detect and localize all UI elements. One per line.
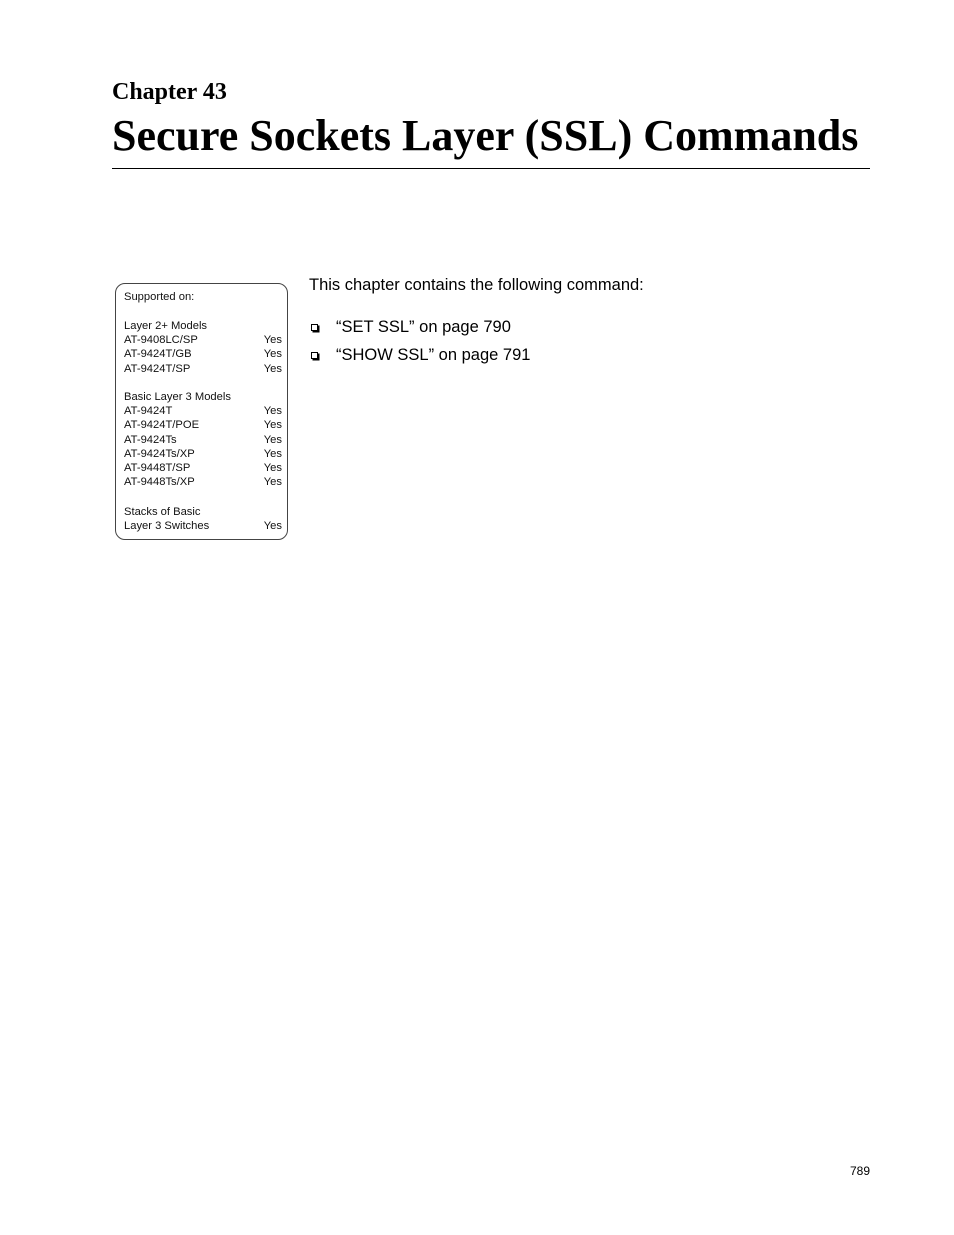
stacks-title-line1: Stacks of Basic (124, 506, 201, 518)
supported-heading: Supported on: (124, 291, 195, 303)
support-value: Yes (263, 419, 282, 432)
model-name: AT-9448T/SP (124, 461, 191, 474)
support-row (124, 461, 282, 475)
support-value: Yes (263, 348, 282, 361)
chapter-title: Secure Sockets Layer (SSL) Commands (112, 111, 859, 160)
support-value: Yes (263, 461, 282, 474)
group-title-row (124, 505, 282, 519)
support-row (124, 475, 282, 489)
command-link-set-ssl[interactable]: “SET SSL” on page 790 (336, 317, 511, 336)
chapter-label: Chapter 43 (112, 79, 227, 105)
support-value: Yes (263, 520, 282, 533)
support-value: Yes (263, 433, 282, 446)
model-name: AT-9424Ts/XP (124, 447, 195, 460)
support-row (124, 418, 282, 432)
layer2-models-title: Layer 2+ Models (124, 320, 208, 332)
support-value: Yes (263, 476, 282, 489)
checkbox-bullet-icon (311, 324, 318, 331)
model-name: AT-9424T/SP (124, 362, 191, 375)
support-row (124, 447, 282, 461)
layer3-models-group (124, 390, 282, 489)
support-row (124, 519, 282, 533)
stacks-group (124, 505, 282, 533)
model-name: AT-9424T/POE (124, 419, 200, 432)
command-list-item (309, 341, 530, 369)
layer2-models-group (124, 319, 282, 376)
model-name: AT-9448Ts/XP (124, 476, 195, 489)
support-value: Yes (263, 447, 282, 460)
support-value: Yes (263, 362, 282, 375)
model-name: AT-9408LC/SP (124, 334, 198, 347)
page-number: 789 (849, 1164, 870, 1178)
checkbox-bullet-icon (311, 352, 318, 359)
support-value: Yes (263, 334, 282, 347)
group-title-row (124, 319, 282, 333)
command-link-show-ssl[interactable]: “SHOW SSL” on page 791 (336, 345, 531, 364)
support-row (124, 347, 282, 361)
support-row (124, 433, 282, 447)
command-list (309, 313, 530, 369)
model-name: AT-9424T/GB (124, 348, 192, 361)
layer3-models-title: Basic Layer 3 Models (124, 391, 231, 403)
command-list-item (309, 313, 530, 341)
title-divider (112, 168, 870, 169)
model-name: AT-9424T (124, 405, 173, 418)
support-row (124, 362, 282, 376)
support-row (124, 404, 282, 418)
group-title-row (124, 390, 282, 404)
model-name: AT-9424Ts (124, 433, 177, 446)
support-value: Yes (263, 405, 282, 418)
stacks-title-line2: Layer 3 Switches (124, 520, 210, 533)
support-row (124, 333, 282, 347)
supported-platforms-box (115, 283, 288, 540)
chapter-intro: This chapter contains the following command: (309, 276, 644, 294)
